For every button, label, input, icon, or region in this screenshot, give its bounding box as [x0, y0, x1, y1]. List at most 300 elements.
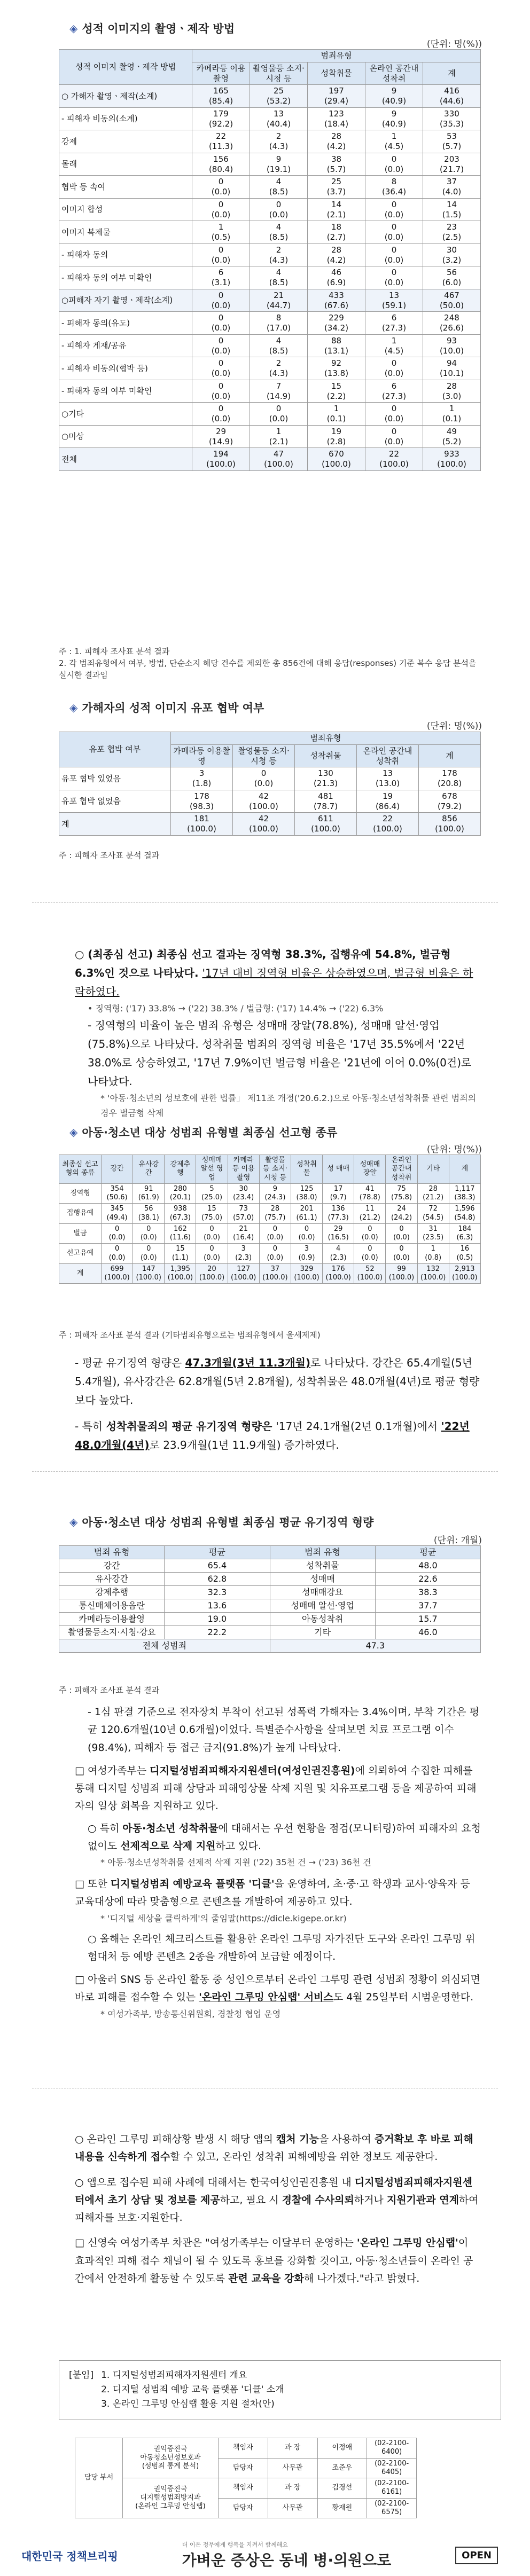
- table-cell: 22.2: [165, 1626, 270, 1639]
- table-cell: 678 (79.2): [419, 790, 481, 813]
- table-cell: 28 (75.7): [259, 1204, 291, 1224]
- contact-tel: (02-2100-6161): [367, 2478, 417, 2499]
- table-cell: 0 (0.0): [291, 1223, 322, 1244]
- table-cell: 136 (77.3): [323, 1204, 354, 1224]
- table-row: [59, 1183, 481, 1204]
- table-cell: 933 (100.0): [423, 448, 481, 471]
- row-label: 집행유예: [59, 1204, 102, 1224]
- table-cell: 0 (0.0): [250, 198, 308, 221]
- table-cell: 73 (57.0): [228, 1204, 259, 1224]
- column-header: 카메라등 이용촬영: [171, 744, 233, 767]
- table-cell: 0 (0.0): [365, 403, 423, 426]
- column-header: 강제추행: [165, 1155, 196, 1184]
- table-cell: 23 (2.5): [423, 221, 481, 244]
- table-row: [59, 1263, 481, 1284]
- table-cell: 481 (78.7): [295, 790, 357, 813]
- contact-role: 책임자: [219, 2438, 268, 2459]
- table-cell: 856 (100.0): [419, 813, 481, 836]
- table-row: [59, 244, 481, 266]
- table-cell: 28 (4.2): [308, 244, 365, 266]
- contact-tel: (02-2100-6400): [367, 2438, 417, 2459]
- row-label: ○ 가해자 촬영ㆍ제작(소계): [59, 85, 192, 108]
- grooming-checklist-text: ○ 올해는 온라인 체크리스트를 활용한 온라인 그루밍 자가진단 도구와 온라인 그루밍 위험대처 등 예방 콘텐츠 2종을 개발하여 보급할 예정이다.: [88, 1933, 476, 1962]
- table-cell: 0 (0.0): [192, 289, 250, 312]
- contact-name: 황재원: [317, 2498, 367, 2518]
- table-cell: 1 (0.8): [417, 1244, 449, 1264]
- table-cell: 938 (67.3): [165, 1204, 196, 1224]
- table-cell: 46 (6.9): [308, 266, 365, 289]
- grooming-app-paragraph: ○ 온라인 그루밍 피해상황 발생 시 해당 앱의 캡처 기능을 사용하여 증거확보 후 바로 피해 내용을 신속하게 접수할 수 있고, 온라인 성착취 피해예방을 위한 정보도 제공한다. ○ 앱으로 접수된 피해 사례에 대해서는 한국여성인권진흥원 내 디지털성범죄피해자지원센터에서 초기 상담 및 정보를 제공하고, 필요 시 경찰에 수사의뢰하거나 지원기관과 연계하여 피해자를 보호·지원한다. □ 신영숙 여성가족부 차관은 "여성가족부는 이달부터 운영하는 '온라인 그루밍 안심랩'이 효과적인 피해 접수 채널이 될 수 있도록 홍보를 강화할 것이고, 아동·청소년들이 온라인 공간에서 안전하게 활동할 수 있도록 관련 교육을 강화해 나가겠다."라고 밝혔다.: [75, 2133, 479, 2284]
- table-cell: 15 (1.1): [165, 1244, 196, 1264]
- table-cell: 0 (0.0): [133, 1244, 165, 1264]
- table-cell: 28 (21.2): [417, 1183, 449, 1204]
- table-cell: 2 (4.3): [250, 130, 308, 153]
- row-label: ○피해자 자기 촬영ㆍ제작(소계): [59, 289, 192, 312]
- contact-name: 김경선: [317, 2478, 367, 2499]
- table-cell: 75 (75.8): [386, 1183, 417, 1204]
- table-cell: 13 (59.1): [365, 289, 423, 312]
- table-cell: 유사강간: [59, 1573, 165, 1586]
- table-row: [59, 130, 481, 153]
- table-cell: 65.4: [165, 1559, 270, 1573]
- footer-bar: [0, 2539, 530, 2571]
- table-cell: 670 (100.0): [308, 448, 365, 471]
- table-cell: 29 (14.9): [192, 425, 250, 448]
- table-cell: 29 (16.5): [323, 1223, 354, 1244]
- column-header: 온라인 공간내 성착취: [386, 1155, 417, 1184]
- table-cell: 1 (2.1): [250, 425, 308, 448]
- table-cell: 330 (35.3): [423, 107, 481, 130]
- table-cell: 6 (3.1): [192, 266, 250, 289]
- table-cell: 0 (0.0): [192, 312, 250, 335]
- table-cell: 13 (13.0): [357, 767, 419, 790]
- table-cell: 94 (10.1): [423, 357, 481, 380]
- table-row: [59, 85, 481, 108]
- group-header: 범죄유형: [192, 50, 481, 62]
- table4-unit: (단위: 개월): [433, 1535, 482, 1546]
- table-cell: 0 (0.0): [365, 221, 423, 244]
- table-cell: 127 (100.0): [228, 1263, 259, 1284]
- column-header: 범죄 유형: [270, 1546, 375, 1559]
- table-row: [59, 813, 481, 836]
- column-header: 강간: [102, 1155, 133, 1184]
- table-cell: 0 (0.0): [365, 357, 423, 380]
- column-header: 계: [449, 1155, 480, 1184]
- table-cell: 22 (100.0): [365, 448, 423, 471]
- table-cell: 0 (0.0): [259, 1244, 291, 1264]
- table-cell: 0 (0.0): [354, 1223, 386, 1244]
- table-cell: 181 (100.0): [171, 813, 233, 836]
- column-header: 카메라등 이용촬영: [228, 1155, 259, 1184]
- table-cell: 0 (0.0): [259, 1223, 291, 1244]
- table-cell: 1 (4.5): [365, 130, 423, 153]
- table-cell: 2,913 (100.0): [449, 1263, 480, 1284]
- section-bullet-icon: ◈: [69, 1126, 78, 1138]
- table-cell: 416 (44.6): [423, 85, 481, 108]
- column-header: 성착취물: [295, 744, 357, 767]
- table-cell: 16 (0.5): [449, 1244, 480, 1264]
- table-row: [59, 107, 481, 130]
- contact-title: 과 장: [268, 2478, 317, 2499]
- corner-header: 유포 협박 여부: [59, 732, 171, 767]
- table-cell: 0 (0.0): [196, 1223, 228, 1244]
- table-cell: 15.7: [375, 1613, 480, 1626]
- table-row: [59, 1244, 481, 1264]
- column-header: 기타: [417, 1155, 449, 1184]
- table-row: [59, 1626, 481, 1639]
- table-row: [59, 767, 481, 790]
- dept-name: 권익증진국 아동청소년성보호과 (성범죄 통계 분석): [123, 2438, 219, 2478]
- column-header: 촬영물등 소지·시청 등: [250, 62, 308, 85]
- contact-title: 사무관: [268, 2458, 317, 2478]
- table-cell: 15 (75.0): [196, 1204, 228, 1224]
- table-cell: 22 (11.3): [192, 130, 250, 153]
- attachment-item: 1. 디지털성범죄피해자지원센터 개요: [101, 2370, 247, 2381]
- table-cell: 52 (100.0): [354, 1263, 386, 1284]
- table-cell: 3 (0.9): [291, 1244, 322, 1264]
- attachment-list: [101, 2368, 284, 2412]
- table-cell: 0 (0.0): [365, 153, 423, 176]
- table-cell: 178 (98.3): [171, 790, 233, 813]
- table-cell: 354 (50.6): [102, 1183, 133, 1204]
- row-label: 전체 성범죄: [59, 1639, 270, 1653]
- table-cell: 9 (19.1): [250, 153, 308, 176]
- row-label: 강제: [59, 130, 192, 153]
- verdict-paragraph: ○ (최종심 선고) 최종심 선고 결과는 징역형 38.3%, 집행유예 54.8%, 벌금형 6.3%인 것으로 나타났다. '17년 대비 징역형 비율은 상승하였으며, 벌금형 비율은 하락하였다. • 징역형: ('17) 33.8% → ('22) 38.3% / 벌금형: ('17) 14.4% → ('22) 6.3% - 징역형의 비율이 높은 범죄 유형은 성매매 장알(78.8%), 성매매 알선·영업(75.8%)으로 나타났다. 성착취물 범죄의 징역형 비율은 '17년 35.5%에서 '22년 38.0%로 상승하였고, '17년 7.9%이던 벌금형 비율은 '21년에 이어 0.0%(0건)로 나타났다. * '아동·청소년의 성보호에 관한 법률」 제11조 개정('20.6.2.)으로 아동·청소년성착취물 관련 범죄의 경우 벌금형 삭제: [75, 945, 481, 1121]
- table-cell: 18 (2.7): [308, 221, 365, 244]
- table-cell: 11 (21.2): [354, 1204, 386, 1224]
- table-cell: 24 (24.2): [386, 1204, 417, 1224]
- table-row: [59, 176, 481, 199]
- note-line: 2. 각 범죄유형에서 여부, 방법, 단순소지 해당 건수를 제외한 총 856건에 대해 응답(responses) 기준 복수 응답 분석을 실시한 결과임: [59, 658, 477, 680]
- table-cell: 1 (4.5): [365, 334, 423, 357]
- table-cell: 7 (14.9): [250, 380, 308, 403]
- table-cell: 30 (3.2): [423, 244, 481, 266]
- table-cell: 176 (100.0): [323, 1263, 354, 1284]
- row-label: 협박 등 속여: [59, 176, 192, 199]
- table-cell: 14 (2.1): [308, 198, 365, 221]
- table-cell: 248 (26.6): [423, 312, 481, 335]
- row-label: 몰래: [59, 153, 192, 176]
- section-divider: [32, 902, 498, 903]
- table-cell: 0 (0.0): [133, 1223, 165, 1244]
- table-cell: 28 (3.0): [423, 380, 481, 403]
- table-cell: 0 (0.0): [192, 380, 250, 403]
- table-row: [59, 198, 481, 221]
- table-row: [59, 1573, 481, 1586]
- table-cell: 0 (0.0): [233, 767, 295, 790]
- sentence-length-paragraph: - 평균 유기징역 형량은 47.3개월(3년 11.3개월)로 나타났다. 강간은 65.4개월(5년 5.4개월), 유사강간은 62.8개월(5년 2.8개월), 성착취물은 48.0개월(4년)로 평균 형량보다 높았다. - 특히 성착취물죄의 평균 유기징역 형량은 '17년 24.1개월(2년 0.1개월)에서 '22년 48.0개월(4년)로 23.9개월(1년 11.9개월) 증가하였다.: [75, 1356, 480, 1451]
- table-cell: 229 (34.2): [308, 312, 365, 335]
- table-cell: 8 (36.4): [365, 176, 423, 199]
- column-header: 범죄 유형: [59, 1546, 165, 1559]
- table-cell: 0 (0.0): [365, 198, 423, 221]
- row-label: - 피해자 동의(유도): [59, 312, 192, 335]
- contact-role: 담당자: [219, 2498, 268, 2518]
- column-header: 성 매매: [323, 1155, 354, 1184]
- table-cell: 성착취물: [270, 1559, 375, 1573]
- contact-title: 사무관: [268, 2498, 317, 2518]
- removal-support-note: * 아동·청소년성착취물 선제적 삭제 지원 ('22) 35천 건 → ('23) 36천 건: [100, 1857, 371, 1867]
- table-row: [59, 448, 481, 471]
- row-label: 징역형: [59, 1183, 102, 1204]
- row-label: - 피해자 동의 여부 미확인: [59, 380, 192, 403]
- table-cell: 21 (16.4): [228, 1223, 259, 1244]
- table-cell: 165 (85.4): [192, 85, 250, 108]
- table-cell: 0 (0.0): [250, 403, 308, 426]
- table-row: [59, 1223, 481, 1244]
- table-row: [75, 2478, 417, 2499]
- table-cell: 20 (100.0): [196, 1263, 228, 1284]
- column-header: 계: [423, 62, 481, 85]
- table2-notes: [59, 850, 481, 862]
- table-cell: 0 (0.0): [102, 1244, 133, 1264]
- table3-notes: [59, 1330, 481, 1341]
- table3-title: ◈ 아동·청소년 대상 성범죄 유형별 최종심 선고형 종류: [69, 1126, 338, 1139]
- table-row: [59, 790, 481, 813]
- table-cell: 93 (10.0): [423, 334, 481, 357]
- table-cell: 62.8: [165, 1573, 270, 1586]
- column-header: 성매매 알선 영업: [196, 1155, 228, 1184]
- table1: [59, 49, 481, 471]
- attachment-label: [붙임]: [69, 2370, 94, 2381]
- table2-title: ◈ 가해자의 성적 이미지 유포 협박 여부: [69, 701, 264, 714]
- table4: [59, 1545, 481, 1653]
- attachment-box: [59, 2360, 501, 2420]
- table-cell: 699 (100.0): [102, 1263, 133, 1284]
- table-row: [59, 1613, 481, 1626]
- row-label: ○기타: [59, 403, 192, 426]
- row-label: - 피해자 비동의(협박 등): [59, 357, 192, 380]
- table-cell: 14 (1.5): [423, 198, 481, 221]
- row-label: - 피해자 게재/공유: [59, 334, 192, 357]
- table-row: [59, 266, 481, 289]
- table-cell: 1 (0.1): [308, 403, 365, 426]
- table-cell: 467 (50.0): [423, 289, 481, 312]
- table-cell: 178 (20.8): [419, 767, 481, 790]
- verdict-detail: - 징역형의 비율이 높은 범죄 유형은 성매매 장알(78.8%), 성매매 알선·영업(75.8%)으로 나타났다. 성착취물 범죄의 징역형 비율은 '17년 35.5%에서 '22년 38.0%로 상승하였고, '17년 7.9%이던 벌금형 비율은 '21년에 이어 0.0%(0건)로 나타났다.: [88, 1019, 472, 1088]
- contact-table: [75, 2438, 417, 2518]
- table-cell: 4 (8.5): [250, 221, 308, 244]
- dept-name: 권익증진국 디지털성범죄방지과 (온라인 그루밍 안심랩): [123, 2478, 219, 2518]
- table-cell: 1,596 (54.8): [449, 1204, 480, 1224]
- table1-notes: [59, 646, 481, 681]
- row-label: 전체: [59, 448, 192, 471]
- table-cell: 카메라등이용촬영: [59, 1613, 165, 1626]
- table-row: [59, 1586, 481, 1599]
- table-cell: 아동성착취: [270, 1613, 375, 1626]
- column-header: 촬영물등 소지·시청 등: [233, 744, 295, 767]
- table-cell: 123 (18.4): [308, 107, 365, 130]
- table-cell: 0 (0.0): [196, 1244, 228, 1264]
- column-header: 촬영물등 소지·시청 등: [259, 1155, 291, 1184]
- table-cell: 5 (25.0): [196, 1183, 228, 1204]
- row-label: - 피해자 동의: [59, 244, 192, 266]
- table-cell: 47.3: [270, 1639, 481, 1653]
- table2-unit: (단위: 명(%)): [426, 721, 482, 732]
- table-cell: 1,395 (100.0): [165, 1263, 196, 1284]
- table-cell: 156 (80.4): [192, 153, 250, 176]
- table-cell: 1 (0.1): [423, 403, 481, 426]
- table-row: [59, 380, 481, 403]
- row-label: 계: [59, 813, 171, 836]
- note-line: 주 : 1. 피해자 조사표 분석 결과: [59, 647, 170, 656]
- table-cell: 3 (1.8): [171, 767, 233, 790]
- table-cell: 184 (6.3): [449, 1223, 480, 1244]
- table-cell: 162 (11.6): [165, 1223, 196, 1244]
- table-cell: 22.6: [375, 1573, 480, 1586]
- table-cell: 88 (13.1): [308, 334, 365, 357]
- table-cell: 38.3: [375, 1586, 480, 1599]
- cooperation-note: * 여성가족부, 방송통신위원회, 경찰청 협업 운영: [100, 2008, 281, 2019]
- table-cell: 6 (27.3): [365, 312, 423, 335]
- table-cell: 19 (86.4): [357, 790, 419, 813]
- table-row: [59, 1599, 481, 1613]
- table-cell: 2 (4.3): [250, 357, 308, 380]
- column-header: 성매매 장알: [354, 1155, 386, 1184]
- table-cell: 촬영물등소지·시청·강요: [59, 1626, 165, 1639]
- table-cell: 48.0: [375, 1559, 480, 1573]
- table-cell: 13.6: [165, 1599, 270, 1613]
- table-cell: 0 (0.0): [354, 1244, 386, 1264]
- table-cell: 21 (44.7): [250, 289, 308, 312]
- table-cell: 32.3: [165, 1586, 270, 1599]
- table-cell: 611 (100.0): [295, 813, 357, 836]
- header-row: [59, 50, 481, 62]
- table-cell: 49 (5.2): [423, 425, 481, 448]
- table-cell: 197 (29.4): [308, 85, 365, 108]
- table-row: [59, 334, 481, 357]
- header-row: [59, 1155, 481, 1184]
- table-cell: 성매매강요: [270, 1586, 375, 1599]
- table-cell: 6 (27.3): [365, 380, 423, 403]
- column-header: 온라인 공간내 성착취: [365, 62, 423, 85]
- note-line: 주 : 피해자 조사표 분석 결과: [59, 851, 160, 860]
- contact-role: 담당자: [219, 2458, 268, 2478]
- column-header: 계: [419, 744, 481, 767]
- row-label: - 피해자 비동의(소계): [59, 107, 192, 130]
- table-cell: 0 (0.0): [192, 357, 250, 380]
- table-cell: 0 (0.0): [386, 1244, 417, 1264]
- table-cell: 25 (53.2): [250, 85, 308, 108]
- table-cell: 기타: [270, 1626, 375, 1639]
- table1-title: ◈ 성적 이미지의 촬영ㆍ제작 방법: [69, 22, 235, 35]
- table-cell: 37.7: [375, 1599, 480, 1613]
- header-row: [59, 732, 481, 745]
- table-cell: 3 (2.3): [228, 1244, 259, 1264]
- table2: [59, 732, 481, 836]
- contact-tel: (02-2100-6575): [367, 2498, 417, 2518]
- table-cell: 4 (8.5): [250, 176, 308, 199]
- table-cell: 0 (0.0): [192, 198, 250, 221]
- table-cell: 31 (23.5): [417, 1223, 449, 1244]
- corner-header: 성적 이미지 촬영ㆍ제작 방법: [59, 50, 192, 85]
- table-cell: 42 (100.0): [233, 813, 295, 836]
- table-cell: 46.0: [375, 1626, 480, 1639]
- support-paragraph: - 1심 판결 기준으로 전자장치 부착이 선고된 성폭력 가해자는 3.4%이며, 부착 기간은 평균 120.6개월(10년 0.6개월)이었다. 특별준수사항을 살펴보면 치료 프로그램 이수(98.4%), 피해자 등 접근 금지(91.8%)가 높게 나타났다. □ 여성가족부는 디지털성범죄피해자지원센터(여성인권진흥원)에 의뢰하여 수집한 피해를 통해 디지털 성범죄 피해 상담과 피해영상물 삭제 지원 및 치유프로그램 등을 제공하여 피해자의 일상 회복을 지원하고 있다. ○ 특히 아동·청소년 성착취물에 대해서는 우선 현황을 점검(모니터링)하여 피해자의 요청 없이도 선제적으로 삭제 지원하고 있다. * 아동·청소년성착취물 선제적 삭제 지원 ('22) 35천 건 → ('23) 36천 건 □ 또한 디지털성범죄 예방교육 플랫폼 '디클'을 운영하여, 초·중·고 학생과 교사·양육자 등 교육대상에 따라 맞춤형으로 콘텐츠를 개발하여 제공하고 있다. * '디지털 세상을 클릭하게'의 줄임말(https://dicle.kigepe.or.kr) ○ 올해는 온라인 체크리스트를 활용한 온라인 그루밍 자가진단 도구와 온라인 그루밍 위험대처 등 예방 콘텐츠 2종을 개발하여 보급할 예정이다. □ 아울러 SNS 등 온라인 활동 중 성인으로부터 온라인 그루밍 관련 성범죄 정황이 의심되면 바로 피해를 접수할 수 있는 '온라인 그루밍 안심랩' 서비스도 4월 25일부터 시범운영한다. * 여성가족부, 방송통신위원회, 경찰청 협업 운영: [75, 1703, 481, 2022]
- table-cell: 0 (0.0): [365, 244, 423, 266]
- dicle-url-note: * '디지털 세상을 클릭하게'의 줄임말(https://dicle.kigepe.or.kr): [100, 1913, 347, 1923]
- column-header: 평균: [375, 1546, 480, 1559]
- table-cell: 179 (92.2): [192, 107, 250, 130]
- table-cell: 72 (54.5): [417, 1204, 449, 1224]
- table-row: [75, 2438, 417, 2459]
- group-header: 범죄유형: [171, 732, 481, 745]
- open-badge: OPEN: [455, 2547, 498, 2564]
- column-header: 유사강간: [133, 1155, 165, 1184]
- contact-role: 책임자: [219, 2478, 268, 2499]
- verdict-footnote: * '아동·청소년의 성보호에 관한 법률」 제11조 개정('20.6.2.)으로 아동·청소년성착취물 관련 범죄의 경우 벌금형 삭제: [100, 1093, 477, 1118]
- table-cell: 56 (6.0): [423, 266, 481, 289]
- table-cell: 0 (0.0): [365, 425, 423, 448]
- table-row: [59, 357, 481, 380]
- table-cell: 19 (2.8): [308, 425, 365, 448]
- table-cell: 1 (0.5): [192, 221, 250, 244]
- table-cell: 37 (100.0): [259, 1263, 291, 1284]
- dept-label: 담당 부서: [75, 2438, 123, 2518]
- table-cell: 0 (0.0): [386, 1223, 417, 1244]
- table-cell: 329 (100.0): [291, 1263, 322, 1284]
- row-label: 이미지 복제물: [59, 221, 192, 244]
- row-label: 유포 협박 있었음: [59, 767, 171, 790]
- table-cell: 201 (61.1): [291, 1204, 322, 1224]
- contact-name: 조준우: [317, 2458, 367, 2478]
- row-label: 유포 협박 없었음: [59, 790, 171, 813]
- table-cell: 0 (0.0): [192, 334, 250, 357]
- table-cell: 0 (0.0): [192, 244, 250, 266]
- table-cell: 0 (0.0): [192, 176, 250, 199]
- contact-tel: (02-2100-6405): [367, 2458, 417, 2478]
- row-label: ○미상: [59, 425, 192, 448]
- section-divider: [32, 1471, 498, 1472]
- table-cell: 203 (21.7): [423, 153, 481, 176]
- table-row: [59, 221, 481, 244]
- table-cell: 9 (24.3): [259, 1183, 291, 1204]
- column-header: 온라인 공간내 성착취: [357, 744, 419, 767]
- row-label: 계: [59, 1263, 102, 1284]
- table4-notes: [59, 1685, 481, 1697]
- table-cell: 2 (4.3): [250, 244, 308, 266]
- table-cell: 280 (20.1): [165, 1183, 196, 1204]
- column-header: 평균: [165, 1546, 270, 1559]
- row-label: 선고유예: [59, 1244, 102, 1264]
- corner-header: 최종심 선고형의 종류: [59, 1155, 102, 1184]
- table-cell: 4 (2.3): [323, 1244, 354, 1264]
- table-cell: 9 (40.9): [365, 85, 423, 108]
- attachment-item: 3. 온라인 그루밍 안심랩 활용 지원 절차(안): [101, 2399, 275, 2410]
- column-header: 성착취물: [291, 1155, 322, 1184]
- table-cell: 0 (0.0): [102, 1223, 133, 1244]
- table-cell: 345 (49.4): [102, 1204, 133, 1224]
- briefing-logo: 대한민국 정책브리핑: [21, 2549, 118, 2563]
- table-cell: 8 (17.0): [250, 312, 308, 335]
- table-cell: 4 (8.5): [250, 334, 308, 357]
- row-label: 이미지 합성: [59, 198, 192, 221]
- table-row: [59, 289, 481, 312]
- table1-unit: (단위: 명(%)): [426, 39, 482, 50]
- note-line: 주 : 피해자 조사표 분석 결과 (기타범죄유형으로는 범죄유형에서 올세제제): [59, 1330, 321, 1340]
- section-bullet-icon: ◈: [69, 701, 78, 714]
- table-cell: 15 (2.2): [308, 380, 365, 403]
- table-cell: 강제추행: [59, 1586, 165, 1599]
- row-label: - 피해자 동의 여부 미확인: [59, 266, 192, 289]
- table-cell: 38 (5.7): [308, 153, 365, 176]
- note-line: 주 : 피해자 조사표 분석 결과: [59, 1685, 160, 1695]
- table-row: [59, 425, 481, 448]
- table-cell: 147 (100.0): [133, 1263, 165, 1284]
- table-cell: 99 (100.0): [386, 1263, 417, 1284]
- table-cell: 17 (9.7): [323, 1183, 354, 1204]
